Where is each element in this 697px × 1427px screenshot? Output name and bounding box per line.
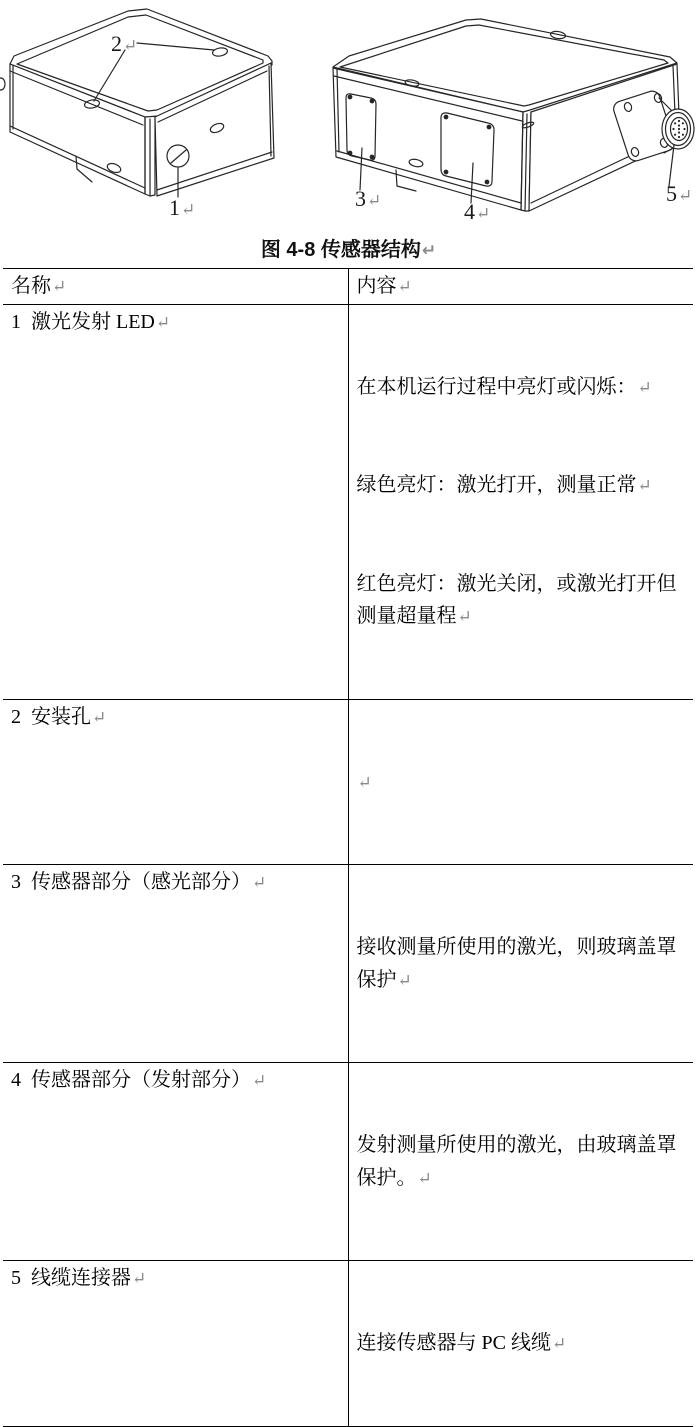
sensor-isometric-right-drawing <box>330 0 697 236</box>
table-row <box>3 1261 693 1427</box>
table-header-row <box>3 269 693 305</box>
figure-caption <box>0 238 697 263</box>
return-mark: ↵ <box>252 1071 267 1090</box>
figure-area <box>0 0 697 236</box>
callout-number: 4 <box>464 199 475 224</box>
name-cell: 4 传感器部分（发射部分）↵ <box>3 1063 348 1261</box>
return-mark: ↵ <box>637 377 652 397</box>
return-mark: ↵ <box>678 186 693 205</box>
callout-1 <box>169 197 195 221</box>
sensor-parts-table <box>3 268 693 1427</box>
content-line: 在本机运行过程中亮灯或闪烁：↵ <box>356 375 652 398</box>
content-cell <box>348 1063 693 1261</box>
return-mark: ↵ <box>123 36 138 55</box>
content-cell <box>348 304 693 699</box>
callout-4 <box>464 201 490 225</box>
return-mark: ↵ <box>397 277 412 296</box>
name-cell: 2 安装孔↵ <box>3 699 348 865</box>
content-cell <box>348 699 693 865</box>
callout-2 <box>111 33 137 57</box>
col-header-content: 内容↵ <box>348 269 693 305</box>
return-mark: ↵ <box>397 970 412 990</box>
return-mark: ↵ <box>551 1334 567 1353</box>
table-row <box>3 865 693 1063</box>
content-line: 绿色亮灯：激光打开，测量正常↵ <box>356 474 652 496</box>
return-mark: ↵ <box>367 191 382 210</box>
content-line: 接收测量所使用的激光，则玻璃盖罩保护↵ <box>356 936 677 991</box>
return-mark: ↵ <box>421 241 437 260</box>
return-mark: ↵ <box>92 707 107 727</box>
table-row <box>3 304 693 699</box>
content-line <box>357 766 688 800</box>
content-line: 发射测量所使用的激光，由玻璃盖罩保护。↵ <box>356 1134 677 1189</box>
sensor-isometric-left-drawing <box>0 0 330 236</box>
content-line: 连接传感器与 PC 线缆↵ <box>356 1332 567 1354</box>
table-row <box>3 699 693 865</box>
return-mark: ↵ <box>457 607 472 626</box>
callout-number: 3 <box>355 186 366 211</box>
figure-caption-text: 图 4-8 传感器结构 <box>260 239 421 261</box>
return-mark: ↵ <box>252 873 267 892</box>
callout-number: 2 <box>111 31 122 56</box>
return-mark: ↵ <box>357 772 372 792</box>
callout-3 <box>355 188 381 212</box>
return-mark: ↵ <box>417 1168 432 1188</box>
content-cell <box>348 865 693 1063</box>
name-cell: 5 线缆连接器↵ <box>3 1261 348 1427</box>
return-mark: ↵ <box>181 200 196 219</box>
callout-number: 1 <box>169 195 180 220</box>
return-mark: ↵ <box>52 277 67 296</box>
return-mark: ↵ <box>155 312 171 332</box>
callout-5 <box>666 183 692 207</box>
name-cell: 1 激光发射 LED↵ <box>3 304 348 699</box>
content-cell <box>348 1261 693 1427</box>
table-row <box>3 1063 693 1261</box>
return-mark: ↵ <box>476 204 491 223</box>
return-mark: ↵ <box>637 476 652 495</box>
name-cell: 3 传感器部分（感光部分）↵ <box>3 865 348 1063</box>
col-header-name: 名称↵ <box>3 269 348 305</box>
return-mark: ↵ <box>132 1269 147 1288</box>
content-line: 红色亮灯：激光关闭，或激光打开但测量超量程↵ <box>356 572 677 627</box>
callout-number: 5 <box>666 181 677 206</box>
